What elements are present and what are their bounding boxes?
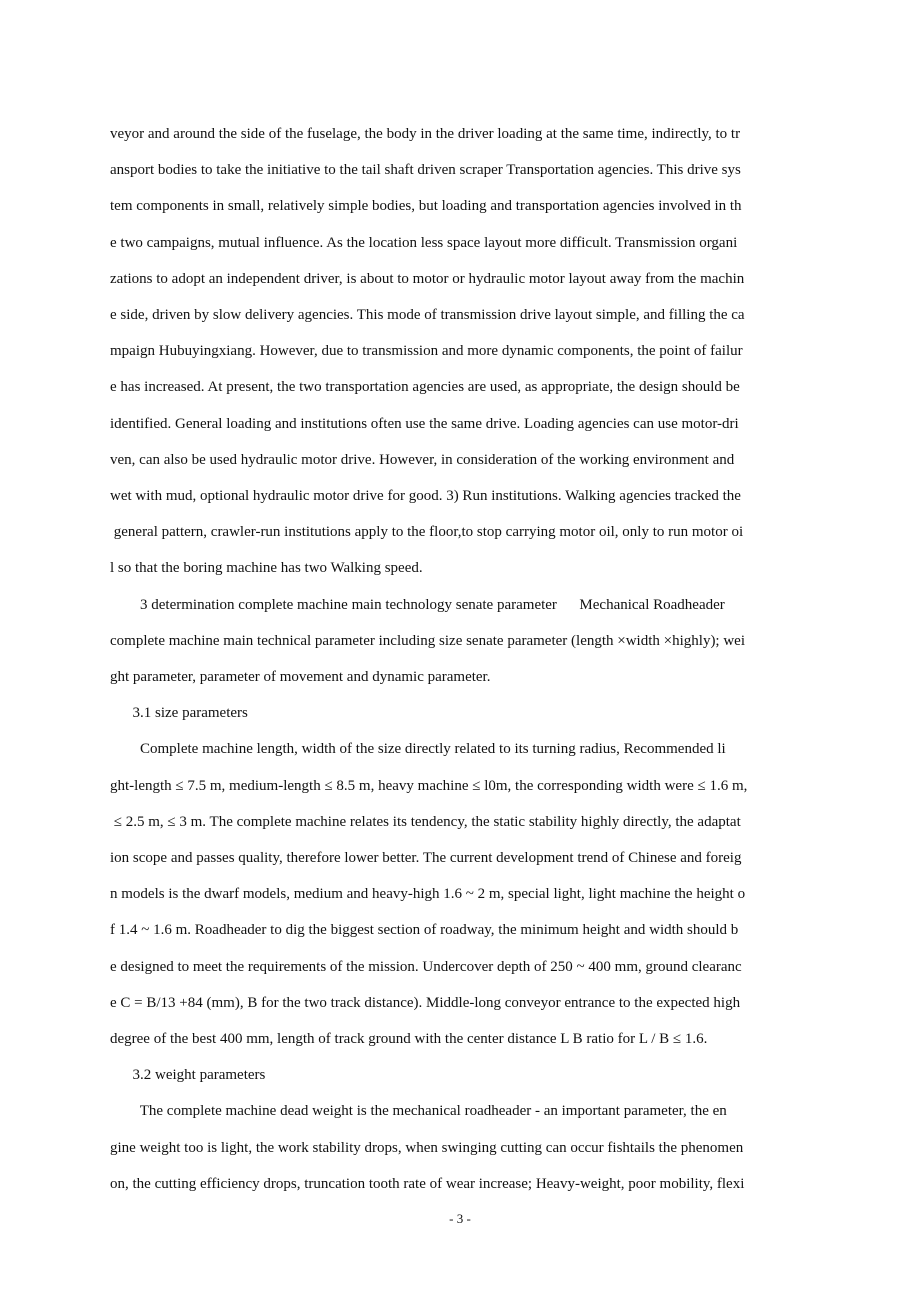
- text-line: veyor and around the side of the fuselage, the body in the driver loading at the same time, indirectly, to tr: [110, 126, 741, 142]
- text-line: identified. General loading and institutions often use the same drive. Loading agencies can use motor-dri: [110, 415, 739, 432]
- text-line: l so that the boring machine has two Walking speed.: [110, 560, 423, 577]
- text-line: e C = B/13 +84 (mm), B for the two track distance). Middle-long conveyor entrance to the expected high: [110, 994, 741, 1011]
- text-line: ansport bodies to take the initiative to the tail shaft driven scraper Transportation agencies. This drive sys: [110, 162, 741, 179]
- text-line: e two campaigns, mutual influence. As the location less space layout more difficult. Transmission organi: [110, 234, 738, 251]
- section-heading-line: 3 determination complete machine main technology senate parameter Mechanical Roadheader: [110, 596, 725, 613]
- text-line: e designed to meet the requirements of the mission. Undercover depth of 250 ~ 400 mm, ground clearanc: [110, 958, 742, 975]
- text-line: e has increased. At present, the two transportation agencies are used, as appropriate, the design should be: [110, 379, 740, 396]
- page-number: - 3 -: [449, 1211, 471, 1226]
- text-line: mpaign Hubuyingxiang. However, due to transmission and more dynamic components, the point of failur: [110, 343, 743, 360]
- text-line: ght-length ≤ 7.5 m, medium-length ≤ 8.5 m, heavy machine ≤ l0m, the corresponding width were ≤ 1.6 m,: [110, 777, 748, 794]
- text-line: complete machine main technical parameter including size senate parameter (length ×width ×highly); wei: [110, 632, 746, 649]
- text-line: tem components in small, relatively simple bodies, but loading and transportation agencies involved in th: [110, 198, 742, 215]
- text-line: ven, can also be used hydraulic motor drive. However, in consideration of the working environment and: [110, 451, 735, 468]
- text-line: n models is the dwarf models, medium and heavy-high 1.6 ~ 2 m, special light, light machine the height o: [110, 886, 746, 903]
- text-line: general pattern, crawler-run institutions apply to the floor,to stop carrying motor oil, only to run motor oi: [110, 524, 744, 541]
- text-line: f 1.4 ~ 1.6 m. Roadheader to dig the biggest section of roadway, the minimum height and width should b: [110, 922, 739, 939]
- text-line: degree of the best 400 mm, length of track ground with the center distance L B ratio for L / B ≤ 1.6.: [110, 1031, 708, 1048]
- text-line: The complete machine dead weight is the mechanical roadheader - an important parameter, the en: [110, 1103, 727, 1120]
- text-line: Complete machine length, width of the size directly related to its turning radius, Recommended li: [110, 741, 726, 758]
- text-line: zations to adopt an independent driver, is about to motor or hydraulic motor layout away from the machin: [110, 270, 745, 287]
- text-line: wet with mud, optional hydraulic motor drive for good. 3) Run institutions. Walking agencies tracked the: [110, 488, 741, 505]
- subsection-heading: 3.1 size parameters: [110, 705, 248, 722]
- text-line: gine weight too is light, the work stability drops, when swinging cutting can occur fishtails the phenomen: [110, 1139, 744, 1156]
- subsection-heading: 3.2 weight parameters: [110, 1067, 266, 1084]
- text-line: ght parameter, parameter of movement and dynamic parameter.: [110, 669, 491, 686]
- text-line: ≤ 2.5 m, ≤ 3 m. The complete machine relates its tendency, the static stability highly directly, the adaptat: [110, 813, 741, 830]
- text-line: ion scope and passes quality, therefore lower better. The current development trend of Chinese and foreig: [110, 850, 742, 867]
- text-line: on, the cutting efficiency drops, truncation tooth rate of wear increase; Heavy-weight, poor mobility, flexi: [110, 1175, 745, 1192]
- body-text: [110, 116, 810, 1202]
- text-line: e side, driven by slow delivery agencies. This mode of transmission drive layout simple, and filling the ca: [110, 307, 745, 324]
